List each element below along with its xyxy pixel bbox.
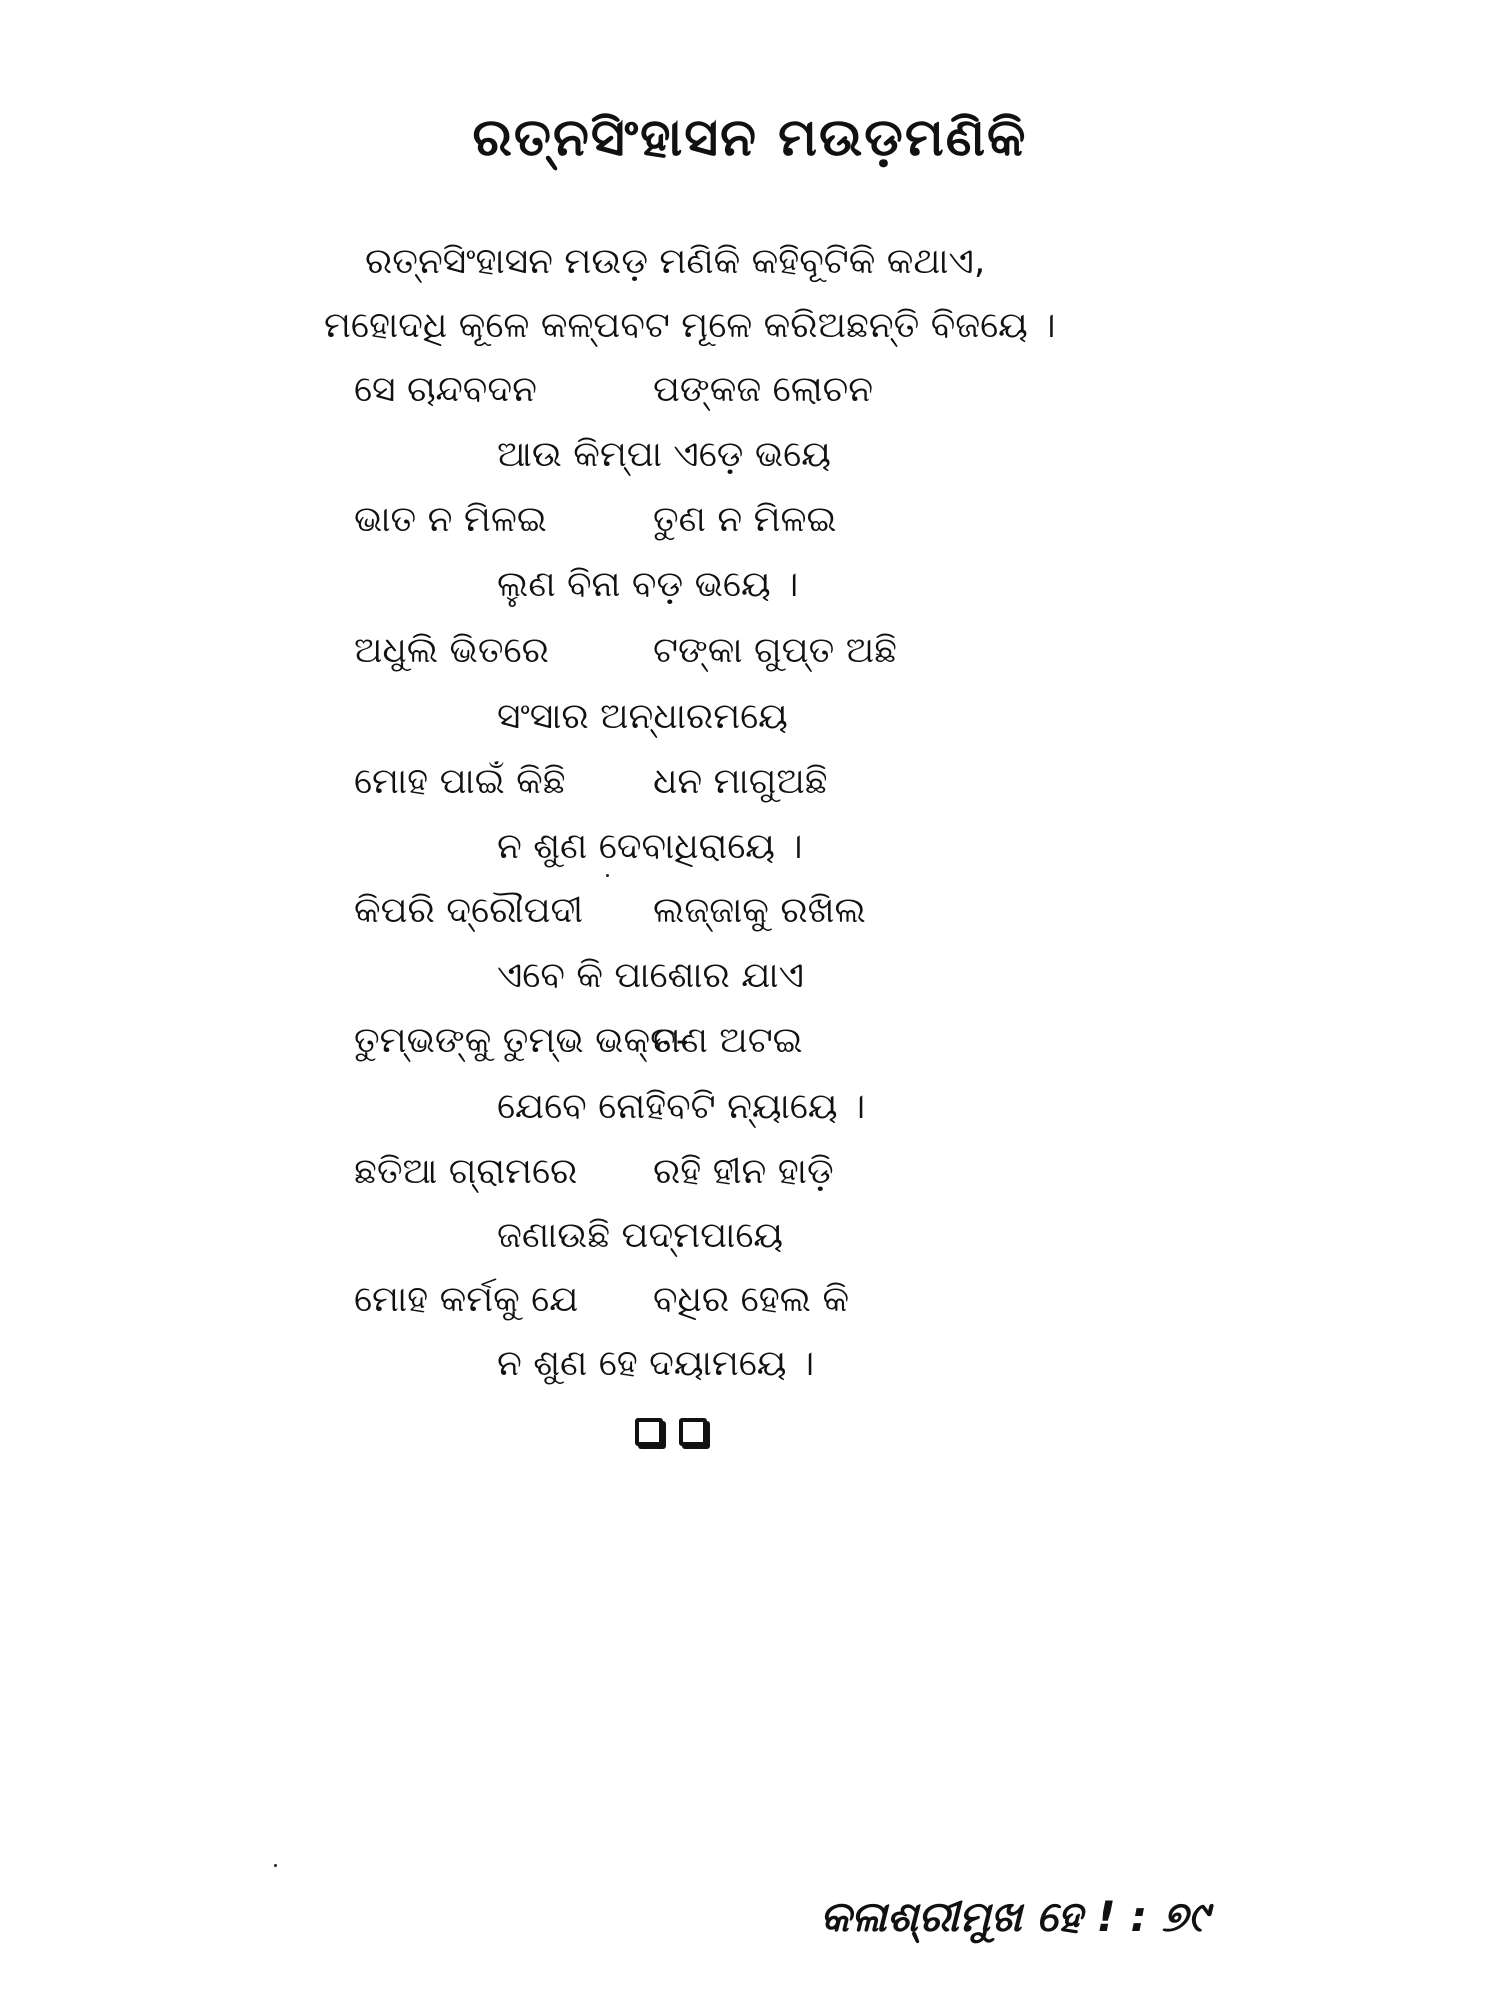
- stanza-7-right: ରହି ହୀନ ହାଡ଼ି: [653, 1151, 834, 1192]
- stanza-1-right: ପଙ୍କଜ ଲୋଚନ: [653, 369, 874, 410]
- stanza-8-right: ବଧିର ହେଲ କି: [653, 1279, 850, 1320]
- poem-title: ରତ୍ନସିଂହାସନ ମଉଡ଼ମଣିକି: [472, 108, 1028, 168]
- stanza-6-right: ଗଣ ଅଟଇ: [653, 1020, 803, 1061]
- square-ornament-icon: [679, 1418, 707, 1446]
- opening-line-2: ମହୋଦଧି କୂଳେ କଳ୍ପବଟ ମୂଳେ କରିଅଛନ୍ତି ବିଜୟେ ।: [324, 305, 1056, 346]
- stanza-7-indent: ଜଣାଉଛି ପଦ୍ମପାୟେ: [497, 1215, 784, 1256]
- stanza-8-indent: ନ ଶୁଣ ହେ ଦୟାମୟେ ।: [497, 1343, 815, 1384]
- running-footer: କଳାଶ୍ରୀମୁଖ ହେ ! : ୭୯: [820, 1892, 1209, 1941]
- stanza-2-indent: ଲୁଣ ବିନା ବଡ଼ ଭୟେ ।: [497, 564, 799, 605]
- section-end-ornament: [635, 1418, 707, 1446]
- stanza-4-right: ଧନ ମାଗୁଅଛି: [653, 761, 828, 802]
- print-speck: [606, 874, 609, 877]
- opening-line-1: ରତ୍ନସିଂହାସନ ମଉଡ଼ ମଣିକି କହିବୂଟିକି କଥାଏ,: [365, 241, 986, 282]
- stanza-1-left: ସେ ଚାନ୍ଦବଦନ: [354, 369, 537, 410]
- stanza-7-left: ଛତିଆ ଗ୍ରାମରେ: [354, 1151, 578, 1192]
- print-speck: [274, 1864, 277, 1867]
- stanza-5-left: କିପରି ଦ୍ରୌପଦୀ: [354, 890, 584, 931]
- stanza-3-right: ଟଙ୍କା ଗୁପ୍ତ ଅଛି: [653, 630, 897, 671]
- stanza-1-indent: ଆଉ କିମ୍ପା ଏଡ଼େ ଭୟେ: [497, 434, 831, 475]
- stanza-8-left: ମୋହ କର୍ମକୁ ଯେ: [354, 1279, 579, 1320]
- stanza-5-right: ଲଜ୍ଜାକୁ ରଖିଲ: [653, 890, 866, 931]
- stanza-3-left: ଅଧୁଲି ଭିତରେ: [354, 630, 549, 671]
- square-ornament-icon: [635, 1418, 663, 1446]
- stanza-4-left: ମୋହ ପାଇଁ କିଛି: [354, 761, 566, 802]
- stanza-2-right: ତୁଣ ନ ମିଳଇ: [653, 499, 837, 540]
- stanza-4-indent: ନ ଶୁଣ ଦେବାଧିରାୟେ ।: [497, 826, 803, 867]
- stanza-6-left: ତୁମ୍ଭଙ୍କୁ ତୁମ୍ଭ ଭକ୍ତ-: [354, 1020, 689, 1061]
- stanza-6-indent: ଯେବେ ନୋହିବଟି ନ୍ୟାୟେ ।: [497, 1086, 866, 1127]
- stanza-5-indent: ଏବେ କି ପାଶୋର ଯାଏ: [497, 955, 804, 996]
- stanza-3-indent: ସଂସାର ଅନ୍ଧାରମୟେ: [497, 696, 788, 737]
- stanza-2-left: ଭାତ ନ ମିଳଇ: [354, 499, 547, 540]
